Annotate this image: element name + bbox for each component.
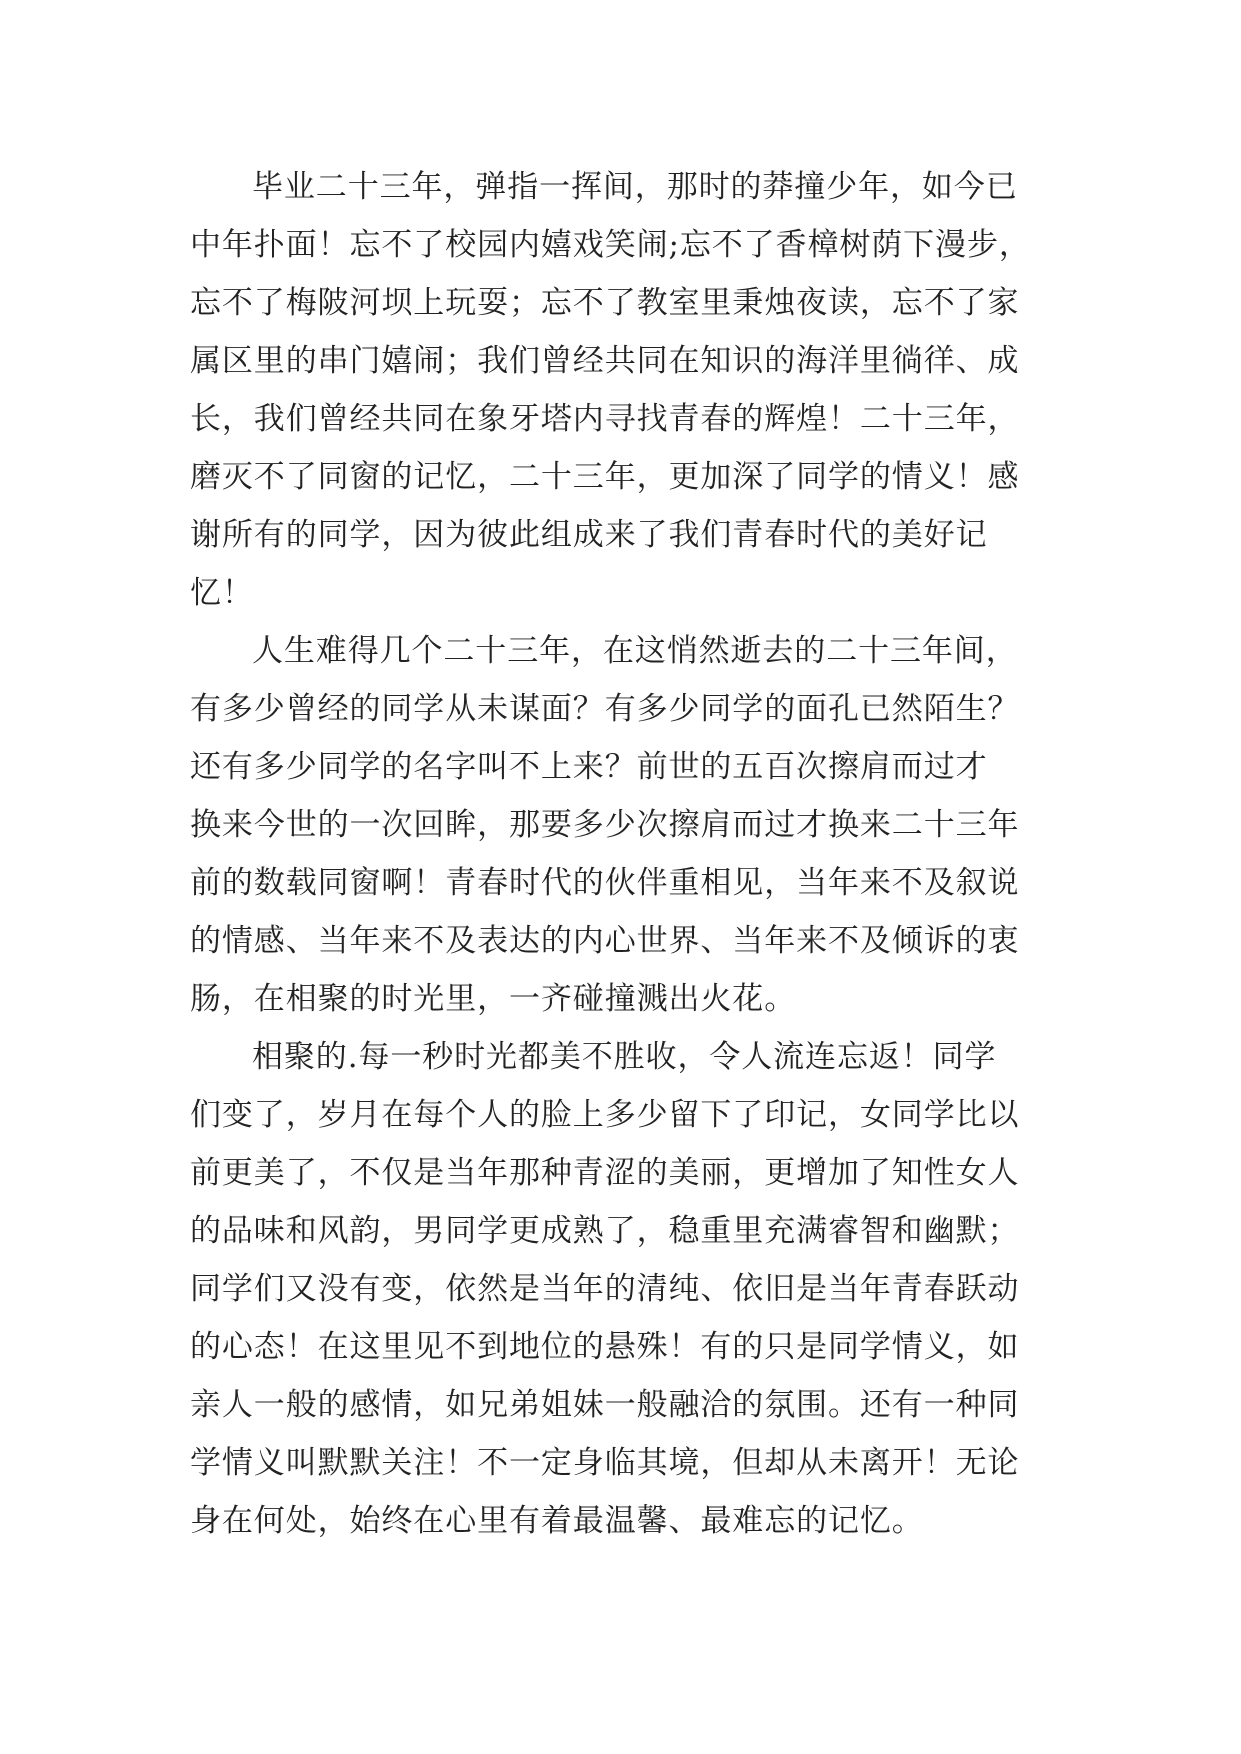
paragraph-1-line-2: 中年扑面！忘不了校园内嬉戏笑闹;忘不了香樟树荫下漫步， — [190, 227, 1031, 263]
paragraph-3-line-5: 同学们又没有变，依然是当年的清纯、依旧是当年青春跃动 — [190, 1271, 1020, 1307]
paragraph-3-line-6: 的心态！在这里见不到地位的悬殊！有的只是同学情义，如 — [190, 1329, 1020, 1365]
paragraph-2-line-3: 还有多少同学的名字叫不上来？前世的五百次擦肩而过才 — [190, 749, 988, 785]
paragraph-2-line-6: 的情感、当年来不及表达的内心世界、当年来不及倾诉的衷 — [190, 923, 1020, 959]
paragraph-1-line-7: 谢所有的同学，因为彼此组成来了我们青春时代的美好记 — [190, 517, 988, 553]
paragraph-3-line-3: 前更美了，不仅是当年那种青涩的美丽，更增加了知性女人 — [190, 1155, 1020, 1191]
paragraph-3-line-4: 的品味和风韵，男同学更成熟了，稳重里充满睿智和幽默； — [190, 1213, 1020, 1249]
paragraph-3-line-7: 亲人一般的感情，如兄弟姐妹一般融洽的氛围。还有一种同 — [190, 1387, 1020, 1423]
paragraph-3-line-1: 相聚的.每一秒时光都美不胜收，令人流连忘返！同学 — [252, 1039, 997, 1075]
paragraph-3-line-2: 们变了，岁月在每个人的脸上多少留下了印记，女同学比以 — [190, 1097, 1020, 1133]
paragraph-2-line-2: 有多少曾经的同学从未谋面？有多少同学的面孔已然陌生？ — [190, 691, 1020, 727]
paragraph-1-line-4: 属区里的串门嬉闹；我们曾经共同在知识的海洋里徜徉、成 — [190, 343, 1020, 379]
paragraph-2-line-1: 人生难得几个二十三年，在这悄然逝去的二十三年间， — [252, 633, 1018, 669]
paragraph-2-line-5: 前的数载同窗啊！青春时代的伙伴重相见，当年来不及叙说 — [190, 865, 1020, 901]
paragraph-1-line-5: 长，我们曾经共同在象牙塔内寻找青春的辉煌！二十三年， — [190, 401, 1020, 437]
paragraph-1-line-1: 毕业二十三年，弹指一挥间，那时的莽撞少年，如今已 — [252, 169, 1018, 205]
paragraph-1-line-6: 磨灭不了同窗的记忆，二十三年，更加深了同学的情义！感 — [190, 459, 1020, 495]
paragraph-3-line-9: 身在何处，始终在心里有着最温馨、最难忘的记忆。 — [190, 1503, 924, 1539]
paragraph-1-line-3: 忘不了梅陂河坝上玩耍；忘不了教室里秉烛夜读，忘不了家 — [190, 285, 1020, 321]
paragraph-3-line-8: 学情义叫默默关注！不一定身临其境，但却从未离开！无论 — [190, 1445, 1020, 1481]
paragraph-2-line-7: 肠，在相聚的时光里，一齐碰撞溅出火花。 — [190, 981, 797, 1017]
document-body — [190, 158, 1060, 1550]
paragraph-2-line-4: 换来今世的一次回眸，那要多少次擦肩而过才换来二十三年 — [190, 807, 1020, 843]
paragraph-1-line-8: 忆！ — [190, 575, 254, 611]
